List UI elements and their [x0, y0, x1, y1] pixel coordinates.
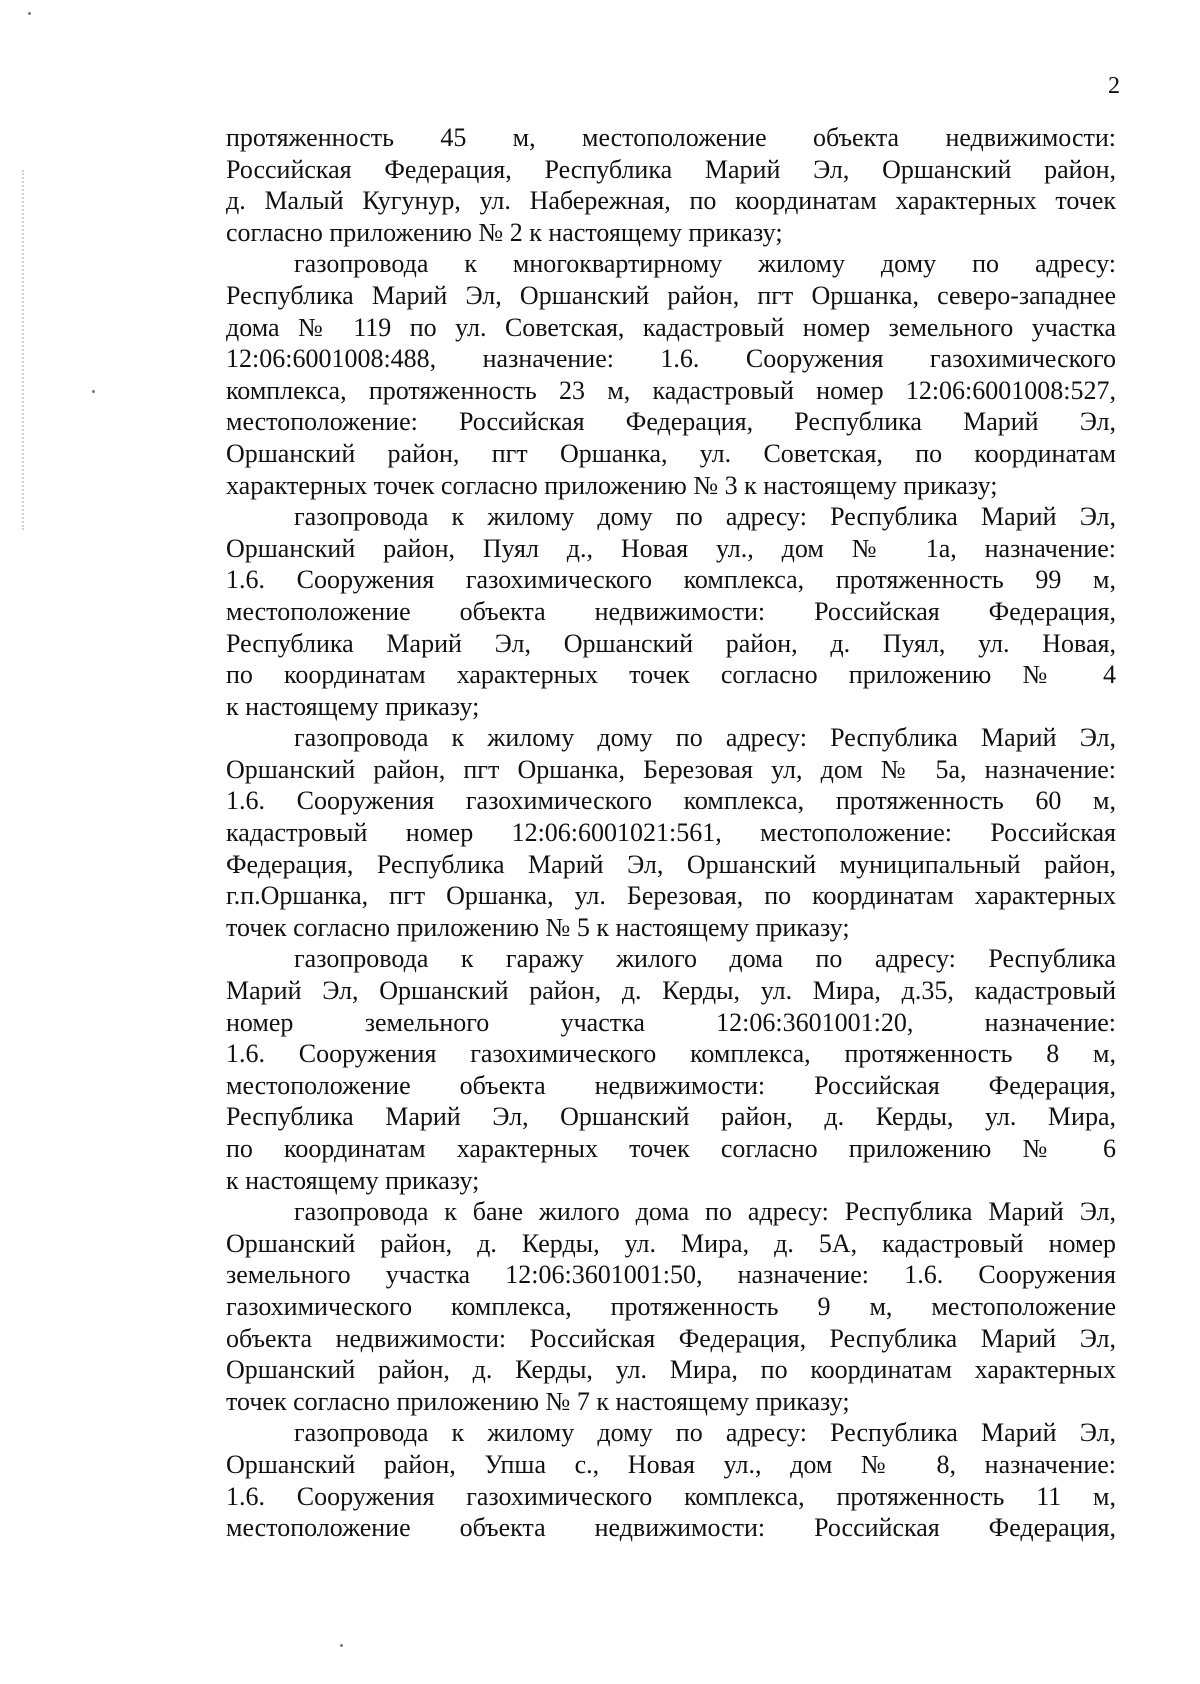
text-line: точек согласно приложению № 7 к настоящему приказу; [226, 1386, 850, 1416]
text-line: комплекса, протяженность 23 м, кадастровый номер 12:06:6001008:527, [226, 375, 1116, 405]
text-line: земельного участка 12:06:3601001:50, назначение: 1.6. Сооружения [226, 1260, 1116, 1290]
text-line: 1.6. Сооружения газохимического комплекса, протяженность 8 м, [226, 1039, 1116, 1069]
text-line: 1.6. Сооружения газохимического комплекса, протяженность 11 м, [226, 1481, 1116, 1511]
document-paragraph [226, 943, 1116, 1196]
text-line: Оршанский район, д. Керды, ул. Мира, д. 5А, кадастровый номер [226, 1228, 1116, 1258]
text-line: к настоящему приказу; [226, 691, 480, 721]
text-line: 12:06:6001008:488, назначение: 1.6. Сооружения газохимического [226, 344, 1116, 374]
text-line: согласно приложению № 2 к настоящему приказу; [226, 217, 783, 247]
text-line: к настоящему приказу; [226, 1165, 480, 1195]
text-line: дома № 119 по ул. Советская, кадастровый номер земельного участка [226, 312, 1116, 342]
text-line: газопровода к жилому дому по адресу: Республика Марий Эл, [294, 723, 1116, 753]
scan-speck [28, 12, 31, 15]
document-paragraph [226, 248, 1116, 501]
text-line: Оршанский район, Пуял д., Новая ул., дом № 1а, назначение: [226, 533, 1116, 563]
document-body [226, 122, 1116, 1544]
text-line: объекта недвижимости: Российская Федерация, Республика Марий Эл, [226, 1323, 1116, 1353]
document-paragraph [226, 1417, 1116, 1543]
text-line: газопровода к гаражу жилого дома по адресу: Республика [294, 944, 1116, 974]
text-line: газопровода к жилому дому по адресу: Республика Марий Эл, [294, 502, 1116, 532]
text-line: по координатам характерных точек согласно приложению № 6 [226, 1134, 1116, 1163]
text-line: номер земельного участка 12:06:3601001:20, назначение: [226, 1007, 1116, 1037]
text-line: 1.6. Сооружения газохимического комплекса, протяженность 99 м, [226, 565, 1116, 595]
text-line: Республика Марий Эл, Оршанский район, д. Пуял, ул. Новая, [226, 628, 1116, 658]
text-line: местоположение: Российская Федерация, Республика Марий Эл, [226, 407, 1116, 437]
text-line: Федерация, Республика Марий Эл, Оршанский муниципальный район, [226, 849, 1116, 879]
text-line: Марий Эл, Оршанский район, д. Керды, ул. Мира, д.35, кадастровый [226, 976, 1116, 1006]
document-paragraph [226, 122, 1116, 248]
text-line: газохимического комплекса, протяженность 9 м, местоположение [226, 1291, 1116, 1321]
document-paragraph [226, 722, 1116, 943]
text-line: по координатам характерных точек согласно приложению № 4 [226, 660, 1116, 690]
text-line: Российская Федерация, Республика Марий Эл, Оршанский район, [226, 154, 1116, 184]
text-line: Оршанский район, Упша с., Новая ул., дом № 8, назначение: [226, 1449, 1116, 1479]
scan-margin-artifact [22, 170, 26, 530]
text-line: Республика Марий Эл, Оршанский район, д. Керды, ул. Мира, [226, 1102, 1116, 1132]
text-line: газопровода к многоквартирному жилому дому по адресу: [294, 249, 1116, 279]
page-number: 2 [1108, 73, 1120, 99]
text-line: газопровода к жилому дому по адресу: Республика Марий Эл, [294, 1418, 1116, 1448]
text-line: 1.6. Сооружения газохимического комплекса, протяженность 60 м, [226, 786, 1116, 816]
text-line: характерных точек согласно приложению № 3 к настоящему приказу; [226, 470, 998, 500]
scan-speck [92, 390, 95, 393]
text-line: газопровода к бане жилого дома по адресу: Республика Марий Эл, [294, 1197, 1116, 1227]
document-paragraph [226, 1196, 1116, 1417]
text-line: местоположение объекта недвижимости: Российская Федерация, [226, 596, 1116, 626]
text-line: точек согласно приложению № 5 к настоящему приказу; [226, 912, 850, 942]
text-line: Республика Марий Эл, Оршанский район, пгт Оршанка, северо-западнее [226, 280, 1116, 310]
text-line: Оршанский район, пгт Оршанка, Березовая ул, дом № 5а, назначение: [226, 754, 1116, 784]
text-line: Оршанский район, д. Керды, ул. Мира, по координатам характерных [226, 1355, 1116, 1385]
text-line: Оршанский район, пгт Оршанка, ул. Советская, по координатам [226, 438, 1116, 468]
text-line: протяженность 45 м, местоположение объекта недвижимости: [226, 123, 1116, 152]
text-line: местоположение объекта недвижимости: Российская Федерация, [226, 1070, 1116, 1100]
text-line: местоположение объекта недвижимости: Российская Федерация, [226, 1513, 1116, 1543]
text-line: д. Малый Кугунур, ул. Набережная, по координатам характерных точек [226, 186, 1116, 216]
scan-speck [340, 1644, 343, 1647]
text-line: г.п.Оршанка, пгт Оршанка, ул. Березовая, по координатам характерных [226, 881, 1116, 911]
text-line: кадастровый номер 12:06:6001021:561, местоположение: Российская [226, 818, 1116, 848]
document-paragraph [226, 501, 1116, 722]
